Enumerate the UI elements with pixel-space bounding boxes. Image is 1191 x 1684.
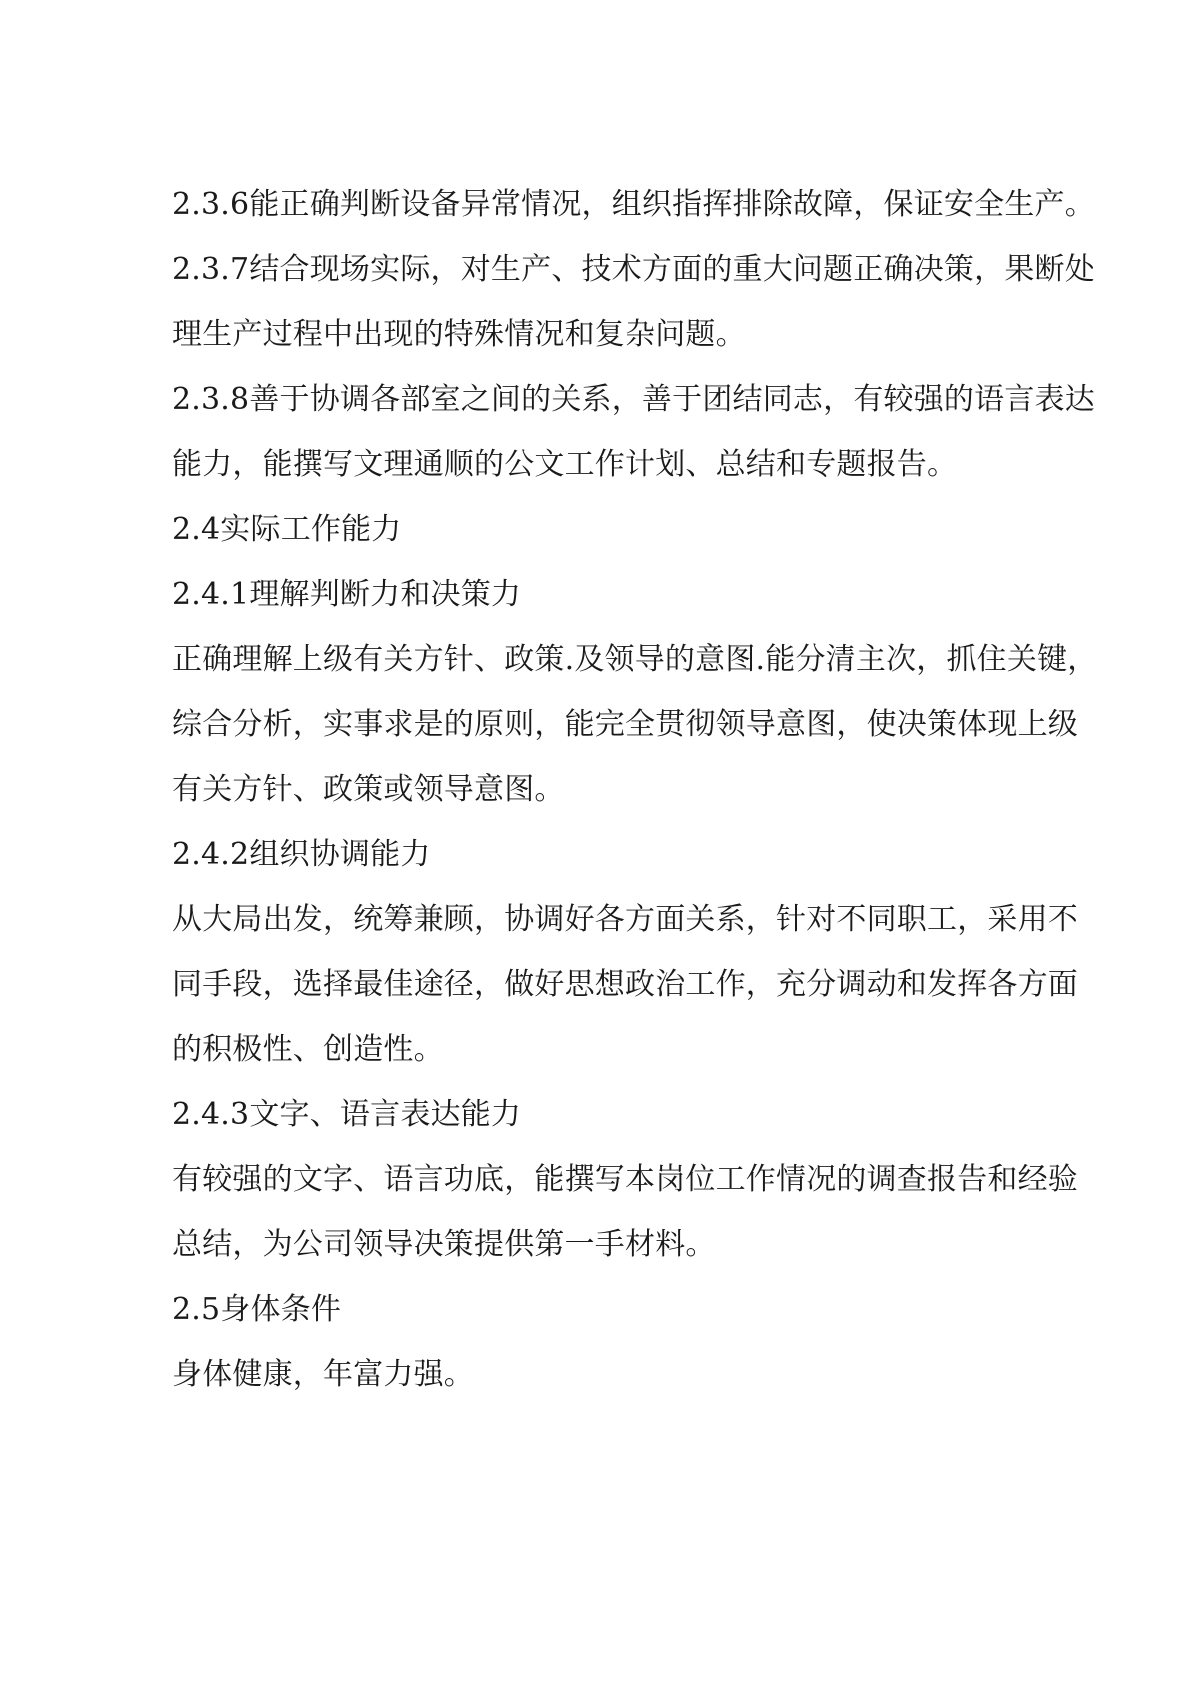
paragraph-line: 有关方针、政策或领导意图。 bbox=[172, 772, 565, 807]
text-line-2-3-8-cont: 能力，能撰写文理通顺的公文工作计划、总结和专题报告。 bbox=[172, 447, 958, 482]
text-line-2-3-7: 2.3.7结合现场实际，对生产、技术方面的重大问题正确决策，果断处 bbox=[172, 252, 1095, 287]
section-heading-2-5: 2.5身体条件 bbox=[172, 1292, 342, 1327]
text-line-2-3-6: 2.3.6能正确判断设备异常情况，组织指挥排除故障，保证安全生产。 bbox=[172, 187, 1095, 222]
paragraph-line: 的积极性、创造性。 bbox=[172, 1032, 444, 1067]
paragraph-line: 身体健康，年富力强。 bbox=[172, 1357, 474, 1392]
paragraph-line: 有较强的文字、语言功底，能撰写本岗位工作情况的调查报告和经验 bbox=[172, 1162, 1078, 1197]
paragraph-line: 综合分析，实事求是的原则，能完全贯彻领导意图，使决策体现上级 bbox=[172, 707, 1078, 742]
paragraph-line: 总结，为公司领导决策提供第一手材料。 bbox=[172, 1227, 716, 1262]
paragraph-line: 从大局出发，统筹兼顾，协调好各方面关系，针对不同职工，采用不 bbox=[172, 902, 1078, 937]
section-heading-2-4: 2.4实际工作能力 bbox=[172, 512, 402, 547]
paragraph-line: 同手段，选择最佳途径，做好思想政治工作，充分调动和发挥各方面 bbox=[172, 967, 1078, 1002]
subsection-heading-2-4-3: 2.4.3文字、语言表达能力 bbox=[172, 1097, 522, 1132]
subsection-heading-2-4-2: 2.4.2组织协调能力 bbox=[172, 837, 431, 872]
subsection-heading-2-4-1: 2.4.1理解判断力和决策力 bbox=[172, 577, 522, 612]
document-body bbox=[172, 172, 1098, 1407]
text-line-2-3-7-cont: 理生产过程中出现的特殊情况和复杂问题。 bbox=[172, 317, 746, 352]
text-line-2-3-8: 2.3.8善于协调各部室之间的关系，善于团结同志，有较强的语言表达 bbox=[172, 382, 1095, 417]
paragraph-line: 正确理解上级有关方针、政策.及领导的意图.能分清主次，抓住关键， bbox=[172, 642, 1098, 677]
